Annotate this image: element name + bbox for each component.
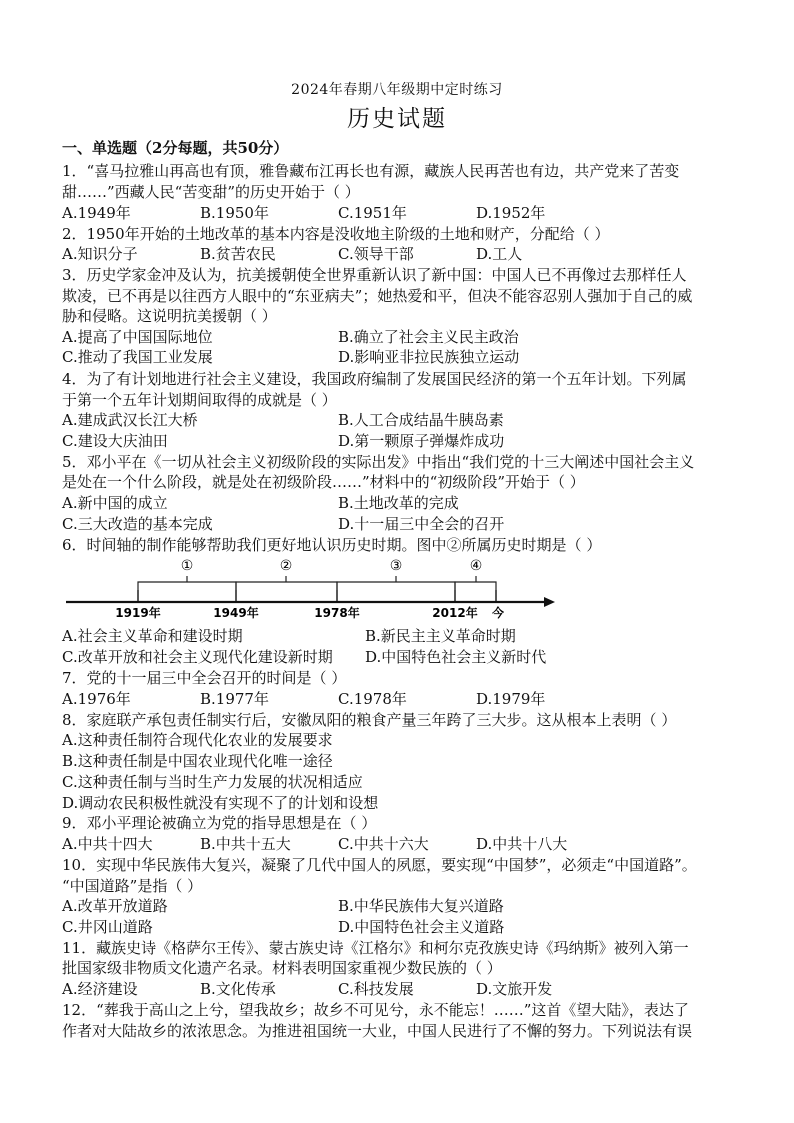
question-3-stem-line-2: 欺凌，已不再是以往西方人眼中的“东亚病夫”；她热爱和平，但决不能容忍别人强加于自己的威 — [62, 287, 693, 305]
question-9-stem: 9．邓小平理论被确立为党的指导思想是在（ ） — [62, 814, 377, 832]
question-11-stem-line-2: 批国家级非物质文化遗产名录。材料表明国家重视少数民族的（ ） — [62, 959, 502, 977]
period-3-brace — [337, 582, 455, 590]
year-label-now: 今 — [491, 606, 505, 620]
period-label-3: ③ — [389, 558, 403, 574]
question-5-option-b: B.土地改革的完成 — [338, 494, 459, 512]
question-9-option-b: B.中共十五大 — [200, 835, 291, 853]
question-7-stem: 7．党的十一届三中全会召开的时间是（ ） — [62, 669, 347, 687]
question-9-option-d: D.中共十八大 — [476, 835, 568, 853]
exam-subtitle: 2024年春期八年级期中定时练习 — [291, 82, 503, 98]
question-11-option-d: D.文旅开发 — [476, 980, 553, 998]
section-heading: 一、单选题（2分每题，共50分） — [62, 139, 289, 157]
question-10-stem-line-2: “中国道路”是指（ ） — [62, 877, 203, 895]
question-9-option-c: C.中共十六大 — [338, 835, 429, 853]
question-11-option-a: A.经济建设 — [62, 980, 138, 998]
year-label-1949: 1949年 — [213, 606, 259, 620]
question-7-option-b: B.1977年 — [200, 690, 269, 708]
question-8-stem: 8．家庭联产承包责任制实行后，安徽凤阳的粮食产量三年跨了三大步。这从根本上表明（ ） — [62, 711, 677, 729]
question-8-option-b: B.这种责任制是中国农业现代化唯一途径 — [62, 752, 333, 770]
question-10-option-c: C.井冈山道路 — [62, 918, 153, 936]
timeline-arrow — [544, 597, 555, 607]
question-10-option-a: A.改革开放道路 — [62, 897, 168, 915]
question-1-option-c: C.1951年 — [338, 204, 407, 222]
question-8-option-c: C.这种责任制与当时生产力发展的状况相适应 — [62, 773, 363, 791]
question-3-stem-line-1: 3．历史学家金冲及认为，抗美援朝使全世界重新认识了新中国：中国人已不再像过去那样任人 — [62, 266, 687, 284]
question-2-option-a: A.知识分子 — [62, 245, 138, 263]
question-4-option-d: D.第一颗原子弹爆炸成功 — [338, 432, 505, 450]
question-3-option-d: D.影响亚非拉民族独立运动 — [338, 348, 520, 366]
exam-title: 历史试题 — [347, 106, 447, 132]
question-1-stem-line-1: 1．“喜马拉雅山再高也有顶，雅鲁藏布江再长也有源，藏族人民再苦也有边，共产党来了苦变 — [62, 162, 680, 180]
question-4-stem-line-1: 4．为了有计划地进行社会主义建设，我国政府编制了发展国民经济的第一个五年计划。下列属 — [62, 370, 687, 388]
question-12-stem-line-2: 作者对大陆故乡的浓浓思念。为推进祖国统一大业，中国人民进行了不懈的努力。下列说法有误 — [62, 1022, 693, 1040]
question-5-stem-line-2: 是处在一个什么阶段，就是处在初级阶段……”材料中的“初级阶段”开始于（ ） — [62, 473, 585, 491]
question-11-stem-line-1: 11．藏族史诗《格萨尔王传》、蒙古族史诗《江格尔》和柯尔克孜族史诗《玛纳斯》被列入第一 — [62, 939, 689, 957]
question-6-stem: 6．时间轴的制作能够帮助我们更好地认识历史时期。图中②所属历史时期是（ ） — [62, 536, 602, 554]
question-6-option-a: A.社会主义革命和建设时期 — [62, 627, 243, 645]
timeline-figure — [62, 556, 562, 626]
question-4-stem-line-2: 于第一个五年计划期间取得的成就是（ ） — [62, 391, 337, 409]
period-4-brace — [455, 582, 496, 590]
question-4-option-a: A.建成武汉长江大桥 — [62, 411, 198, 429]
question-1-option-a: A.1949年 — [62, 204, 131, 222]
question-5-option-d: D.十一届三中全会的召开 — [338, 515, 505, 533]
question-6-option-d: D.中国特色社会主义新时代 — [365, 648, 547, 666]
question-2-option-c: C.领导干部 — [338, 245, 414, 263]
period-label-4: ④ — [469, 558, 483, 574]
question-9-option-a: A.中共十四大 — [62, 835, 153, 853]
year-label-1978: 1978年 — [314, 606, 360, 620]
question-3-option-c: C.推动了我国工业发展 — [62, 348, 213, 366]
question-7-option-d: D.1979年 — [476, 690, 546, 708]
question-6-option-b: B.新民主主义革命时期 — [365, 627, 516, 645]
question-6-option-c: C.改革开放和社会主义现代化建设新时期 — [62, 648, 333, 666]
question-12-stem-line-1: 12．“葬我于高山之上兮，望我故乡；故乡不可见兮，永不能忘！……”这首《望大陆》，表达了 — [62, 1001, 689, 1019]
question-10-stem-line-1: 10．实现中华民族伟大复兴，凝聚了几代中国人的夙愿，要实现“中国梦”，必须走“中国道路”。 — [62, 856, 697, 874]
question-2-option-d: D.工人 — [476, 245, 523, 263]
question-4-option-b: B.人工合成结晶牛胰岛素 — [338, 411, 504, 429]
question-5-stem-line-1: 5．邓小平在《一切从社会主义初级阶段的实际出发》中指出“我们党的十三大阐述中国社会主义 — [62, 453, 695, 471]
question-3-stem-line-3: 胁和侵略。这说明抗美援朝（ ） — [62, 307, 277, 325]
question-4-option-c: C.建设大庆油田 — [62, 432, 168, 450]
period-label-2: ② — [279, 558, 293, 574]
question-10-option-d: D.中国特色社会主义道路 — [338, 918, 505, 936]
question-2-option-b: B.贫苦农民 — [200, 245, 276, 263]
year-label-1919: 1919年 — [115, 606, 161, 620]
question-1-stem-line-2: 甜……”西藏人民“苦变甜”的历史开始于（ ） — [62, 183, 360, 201]
question-7-option-c: C.1978年 — [338, 690, 407, 708]
question-1-option-d: D.1952年 — [476, 204, 546, 222]
question-3-option-a: A.提高了中国国际地位 — [62, 328, 213, 346]
period-1-brace — [138, 582, 236, 590]
question-8-option-d: D.调动农民积极性就没有实现不了的计划和设想 — [62, 794, 379, 812]
question-10-option-b: B.中华民族伟大复兴道路 — [338, 897, 504, 915]
question-11-option-b: B.文化传承 — [200, 980, 276, 998]
question-7-option-a: A.1976年 — [62, 690, 131, 708]
period-2-brace — [236, 582, 337, 590]
question-5-option-c: C.三大改造的基本完成 — [62, 515, 213, 533]
question-8-option-a: A.这种责任制符合现代化农业的发展要求 — [62, 731, 333, 749]
question-2-stem: 2．1950年开始的土地改革的基本内容是没收地主阶级的土地和财产，分配给（ ） — [62, 225, 610, 243]
question-11-option-c: C.科技发展 — [338, 980, 414, 998]
question-3-option-b: B.确立了社会主义民主政治 — [338, 328, 519, 346]
question-1-option-b: B.1950年 — [200, 204, 269, 222]
question-5-option-a: A.新中国的成立 — [62, 494, 168, 512]
year-label-2012: 2012年 — [432, 606, 478, 620]
period-label-1: ① — [180, 558, 194, 574]
